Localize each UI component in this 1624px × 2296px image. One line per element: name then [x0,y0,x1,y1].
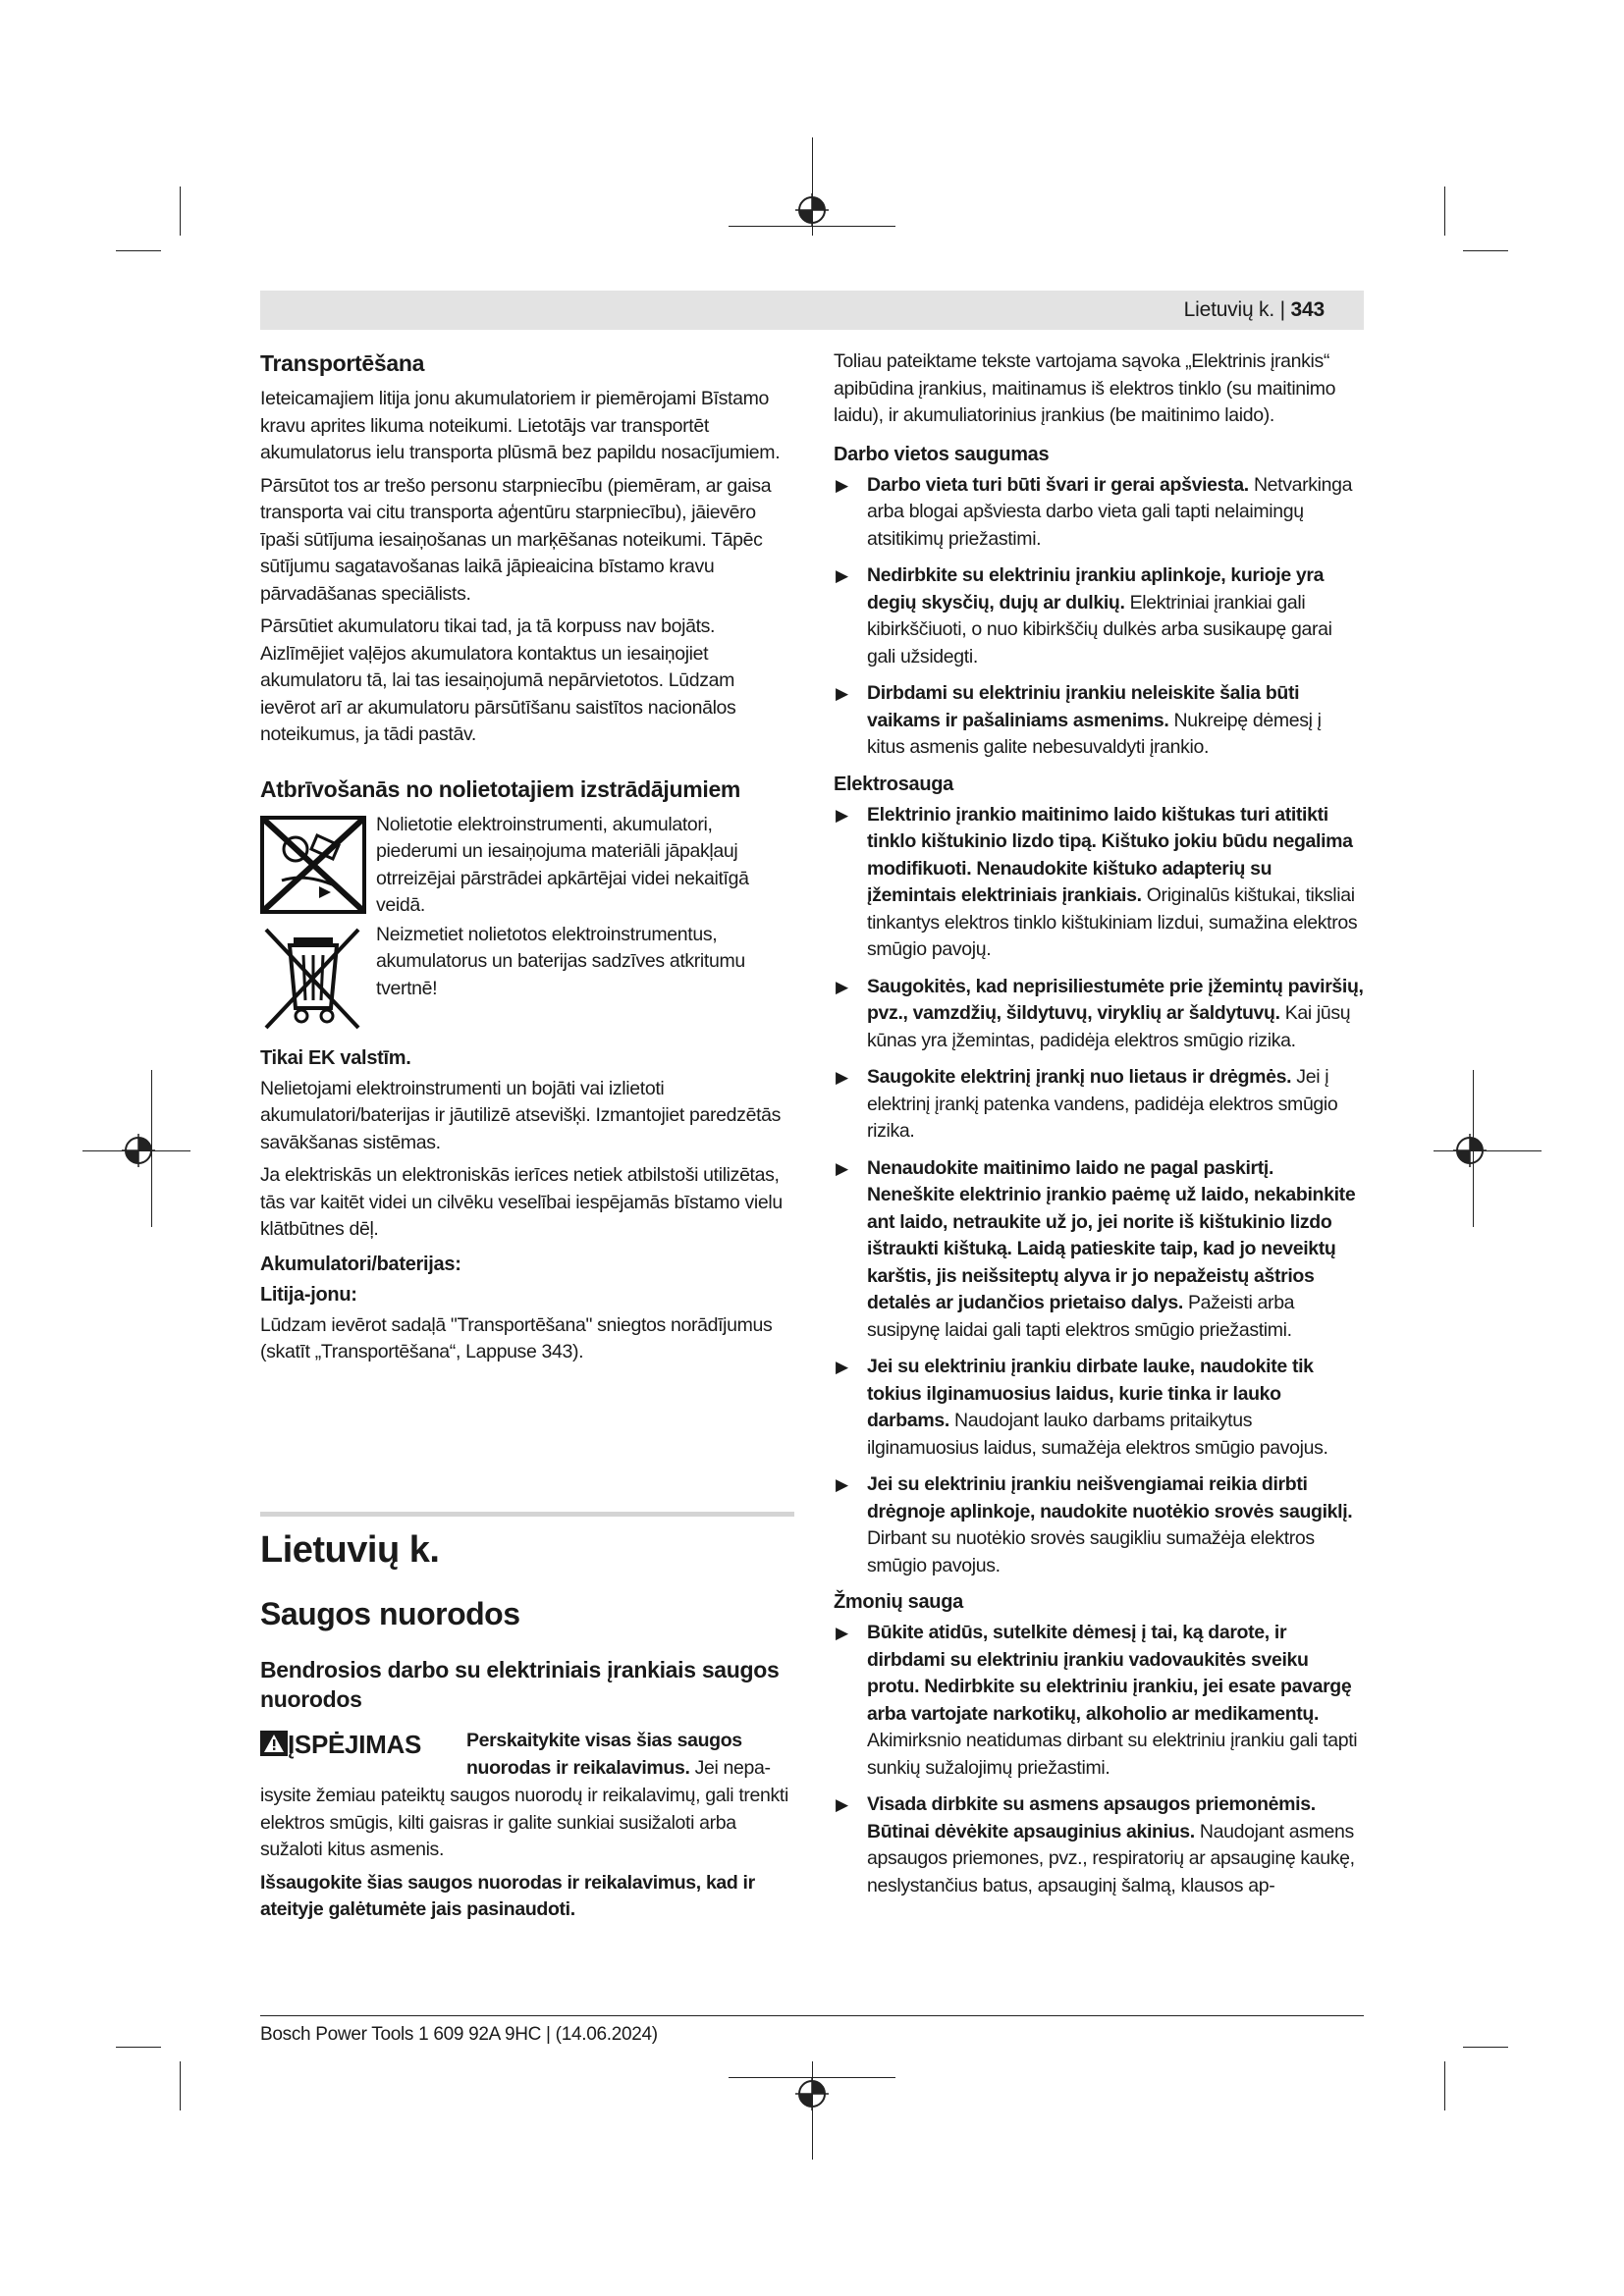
page-footer: Bosch Power Tools 1 609 92A 9HC | (14.06.2024) [260,2024,658,2045]
list-item [834,562,1364,670]
crossed-bin-icon [260,922,366,1032]
recycling-text: Nolietotie elektroinstrumenti, akumulatori, piederumi un iesaiņojuma materiāli jāpakļauj otrreizējai pārstrādei apkārtējai videi nekaitīgā veidā. [376,813,749,916]
section-divider [260,1512,794,1517]
warning-text-start: Jei nepa- [694,1756,771,1779]
warning-label [260,1730,421,1759]
transport-paragraph: Pārsūtiet akumulatoru tikai tad, ja tā korpuss nav bojāts. Aizlīmējiet vaļējos akumulatora kontaktus un iesaiņojiet akumulatoru tā, lai tas iesaiņojumā nepārvietotos. Lūdzam ievērot arī ar akumulatoru pārsūtīšanu saistītos nacionālos noteikumus, ja tādi pastāv. [260,615,736,745]
crop-mark [116,2047,161,2048]
bullet-arrow-icon: ▶ [836,684,848,703]
bullet-arrow-icon: ▶ [836,475,848,495]
crop-mark [180,187,181,236]
bullet-arrow-icon: ▶ [836,1068,848,1087]
item-text: Originalūs kištukai, tiksliai tinkantys elektros tinklo kištukiniam lizdui, sumažina elektros smūgio pavojų. [867,884,1358,960]
crop-mark [116,250,161,251]
bullet-arrow-icon: ▶ [836,1358,848,1376]
item-bold: Darbo vieta turi būti švari ir gerai apšviesta. [867,473,1249,496]
item-text: Dirbant su nuotėkio srovės saugikliu sumažėja elektros smūgio pavojus. [867,1527,1315,1576]
li-ion-paragraph: Lūdzam ievērot sadaļā "Transportēšana" sniegtos norādījumus (skatīt „Transportēšana“, Lappuse 343). [260,1313,773,1362]
item-text: Netvarkinga arba blogai apšviesta darbo vieta gali tapti nelaimingų atsitikimų priežastimi. [867,473,1353,550]
bin-text: Neizmetiet nolietotos elektroinstrumentus, akumulatorus un baterijas sadzīves atkritumu tvertnē! [376,923,745,999]
bullet-arrow-icon: ▶ [836,1624,848,1642]
right-column [834,348,1364,1909]
bullet-arrow-icon: ▶ [836,1158,848,1178]
item-bold: Nedirbkite su elektriniu įrankiu aplinkoje, kurioje yra degių skysčių, dujų ar dulkių. [867,564,1325,614]
transport-paragraph: Pārsūtot tos ar trešo personu starpniecību (piemēram, ar gaisa transporta vai citu transporta aģentūru starpniecību), jāievēro īpaši sūtījuma iesaiņošanas un marķēšanas noteikumi. Tāpēc sūtījumu sagatavošanas laikā jāpieaicina bīstamo kravu pārvadāšanas speciālists. [260,474,772,605]
bullet-arrow-icon: ▶ [836,1475,848,1494]
list-item [834,1354,1364,1462]
warning-text: isysite žemiau pateiktų saugos nuorodų ir reikalavimų, gali trenkti elektros smūgis, kilti gaisras ir galite sunkiai susižaloti arba sužaloti kitus asmenis. [260,1785,788,1860]
registration-mark-icon [1453,1134,1487,1167]
header-label [1184,296,1325,324]
list-item [834,680,1364,762]
item-text: Jei į elektrinį įrankį patenka vandens, padidėja elektros smūgio rizika. [867,1066,1338,1142]
list-item [834,1471,1364,1579]
language-title: Lietuvių k. [260,1529,440,1571]
item-bold: Saugokite elektrinį įrankį nuo lietaus ir drėgmės. [867,1066,1292,1088]
list-item [834,1155,1364,1345]
intro-paragraph: Toliau pateiktame tekste vartojama sąvoka „Elektrinis įrankis“ apibūdina įrankius, maitinamus iš elektros tinklo (su maitinimo laidu), ir akumuliatorinius įrankius (be maitinimo laido). [834,350,1336,426]
batteries-title: Akumulatori/baterijas: [260,1253,461,1275]
page-number: 343 [1290,298,1325,321]
registration-line [812,2061,813,2160]
registration-line [1434,1150,1542,1151]
item-text: Kai jūsų kūnas yra įžemintas, padidėja elektros smūgio rizika. [867,1002,1351,1051]
crop-mark [1444,2061,1445,2110]
crop-mark [180,2061,181,2110]
registration-mark-icon [122,1134,155,1167]
item-text: Naudojant asmens apsaugos priemones, pvz., respiratorių ar apsauginę kaukę, neslystančius batus, apsauginį šalmą, klausos ap- [867,1820,1355,1896]
item-bold: Dirbdami su elektriniu įrankiu neleiskite šalia būti vaikams ir pašaliniams asmenims. [867,682,1300,731]
eu-title: Tikai EK valstīm. [260,1046,411,1069]
item-bold: Visada dirbkite su asmens apsaugos priemonėmis. Būtinai dėvėkite apsauginius akinius. [867,1793,1316,1842]
eu-paragraph: Nelietojami elektroinstrumenti un bojāti vai izlietoti akumulatori/baterijas ir jāutilizē atsevišķi. Izmantojiet paredzētās savākšanas sistēmas. [260,1077,782,1153]
bullet-arrow-icon: ▶ [836,805,848,825]
list-item [834,1791,1364,1899]
item-bold: Elektrinio įrankio maitinimo laido kištukas turi atitikti tinklo kištukinio lizdo tipą. Kištuko jokiu būdu negalima modifikuoti. Nenaudokite kištuko adapterių su įžemintais elektriniais įrankiais. [867,803,1353,906]
list-item [834,974,1364,1055]
warning-label-text: ĮSPĖJIMAS [288,1730,422,1759]
crop-mark [1463,2047,1508,2048]
bullet-arrow-icon: ▶ [836,566,848,585]
item-text: Pažeisti arba susipynę laidai gali tapti elektros smūgio priežastimi. [867,1292,1295,1341]
item-bold: Jei su elektriniu įrankiu neišvengiamai reikia dirbti drėgnoje aplinkoje, naudokite nuotėkio srovės saugiklį. [867,1473,1353,1522]
warning-bold: Perskaitykite visas šias saugos nuorodas ir reikalavimus. [466,1730,742,1779]
bin-note [260,922,794,1036]
left-column [260,348,794,1372]
eu-paragraph: Ja elektriskās un elektroniskās ierīces netiek atbilstoši utilizētas, tās var kaitēt videi un cilvēku veselībai iespējamās bīstamo vielu klātbūtnes dēļ. [260,1164,783,1240]
recycle-symbol-icon [260,816,366,914]
page-header [260,291,1364,330]
item-bold: Saugokitės, kad neprisiliestumėte prie įžemintų paviršių, pvz., vamzdžių, šildytuvų, viryklių ar šaldytuvų. [867,975,1364,1024]
registration-mark-icon [795,2077,829,2110]
electrical-list [834,802,1364,1580]
crop-mark [1444,187,1445,236]
keep-instructions-text: Išsaugokite šias saugos nuorodas ir reikalavimus, kad ir ateityje galėtumėte jais pasinaudoti. [260,1871,755,1920]
crop-mark [1463,250,1508,251]
list-item [834,472,1364,554]
electrical-title: Elektrosauga [834,773,954,795]
list-item [834,802,1364,964]
item-text: Nukreipę dėmesį į kitus asmenis galite nebesuvaldyti įrankio. [867,709,1322,758]
transport-paragraph: Ieteicamajiem litija jonu akumulatoriem ir piemērojami Bīstamo kravu aprites likuma noteikumi. Lietotājs var transportēt akumulatorus ielu transporta plūsmā bez papildu nosacījumiem. [260,388,781,463]
work-area-title: Darbo vietos saugumas [834,443,1050,465]
item-text: Elektriniai įrankiai gali kibirkščiuoti, o nuo kibirkščių dulkės arba susikaupę garai gali užsidegti. [867,591,1332,667]
warning-icon [260,1731,288,1756]
list-item [834,1064,1364,1146]
registration-mark-icon [795,193,829,227]
work-area-list [834,472,1364,762]
item-bold: Būkite atidūs, sutelkite dėmesį į tai, ką darote, ir dirbdami su elektriniu įrankiu vadovaukitės sveiku protu. Nedirbkite su elektriniu įrankiu, jei esate pavargę arba vartojate narkotikų, alkoholio ar medikamentų. [867,1622,1352,1725]
item-bold: Jei su elektriniu įrankiu dirbate lauke, naudokite tik tokius ilginamuosius laidus, kurie tinka ir lauko darbams. [867,1356,1314,1431]
bullet-arrow-icon: ▶ [836,977,848,996]
keep-instructions [260,1870,794,1924]
li-ion-title: Litija-jonu: [260,1283,357,1306]
warning-first-lines [466,1728,794,1782]
personal-safety-title: Žmonių sauga [834,1591,963,1613]
recycling-note [260,812,794,922]
safety-title: Saugos nuorodos [260,1596,520,1631]
general-safety-title: Bendrosios darbo su elektriniais įrankiais saugos nuorodos [260,1657,780,1712]
bullet-arrow-icon: ▶ [836,1795,848,1814]
footer-rule [260,2015,1364,2016]
disposal-title: Atbrīvošanās no nolietotajiem izstrādājumiem [260,775,741,802]
personal-safety-list [834,1620,1364,1899]
transport-title: Transportēšana [260,350,425,376]
item-text: Naudojant lauko darbams pritaikytus ilginamuosius laidus, sumažėja elektros smūgio pavojus. [867,1410,1328,1459]
lt-section [260,1527,794,1930]
list-item [834,1620,1364,1782]
header-language: Lietuvių k. [1183,298,1274,321]
item-text: Akimirksnio neatidumas dirbant su elektriniu įrankiu gali tapti sunkių sužalojimų priežastimi. [867,1730,1358,1779]
header-separator: | [1279,298,1285,321]
item-bold: Nenaudokite maitinimo laido ne pagal paskirtį. Neneškite elektrinio įrankio paėmę už laido, nekabinkite ant laido, netraukite už jo, jei norite iš kištukinio lizdo ištraukti kištuką. Laidą patieskite taip, kad jo neveiktų karštis, jis neišsiteptų alyva ir jo nepažeistų aštrios detalės ar judančios prietaiso dalys. [867,1156,1356,1313]
warning-block [260,1728,794,1783]
